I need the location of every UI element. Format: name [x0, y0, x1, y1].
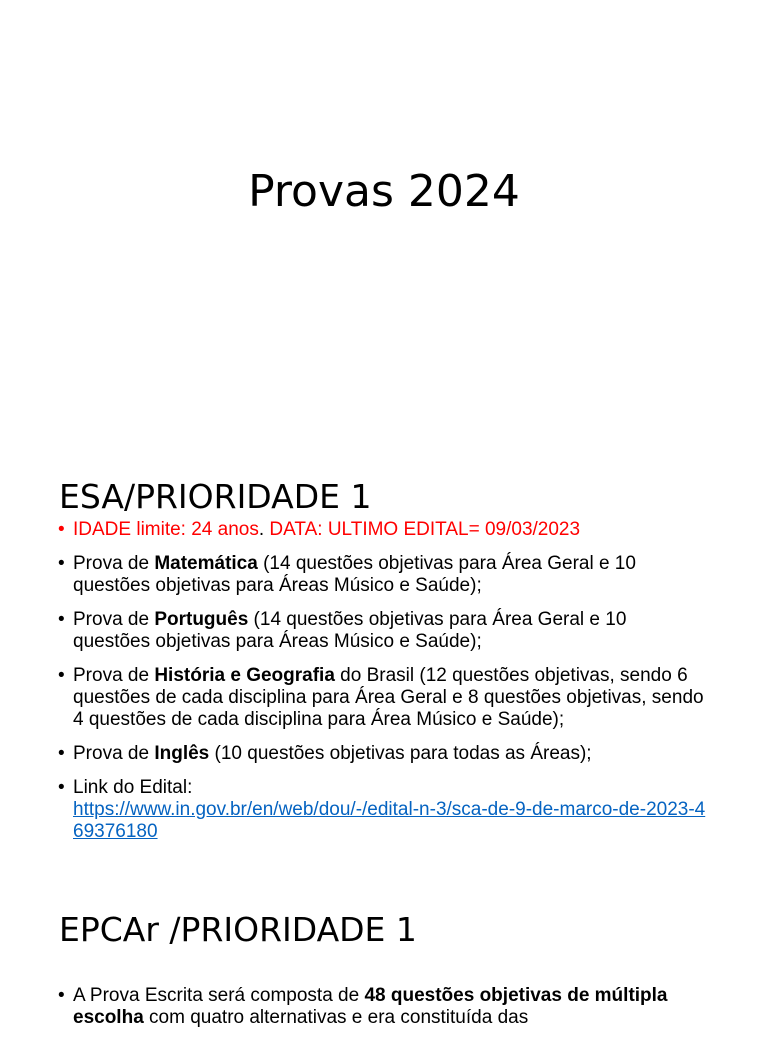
edital-link[interactable]: https://www.in.gov.br/en/web/dou/-/edital-n-3/sca-de-9-de-marco-de-2023-469376180 [73, 799, 706, 842]
list-item [58, 665, 708, 731]
list-item [58, 553, 708, 597]
list-item [58, 743, 708, 765]
item-prefix: Prova de [73, 665, 155, 686]
esa-age-item [58, 519, 708, 541]
item-suffix: (14 questões objetivas para Área Geral e 10 questões objetivas para Áreas Músico e Saúde); [73, 553, 636, 596]
item-prefix: Prova de [73, 553, 155, 574]
item-subject: Matemática [154, 553, 258, 574]
edital-link-item [58, 777, 708, 843]
item-subject: Inglês [154, 743, 210, 764]
item-suffix: com quatro alternativas e era constituída das [143, 1007, 529, 1028]
list-item [58, 609, 708, 653]
epcar-heading: EPCAr /PRIORIDADE 1 [59, 910, 417, 949]
esa-heading: ESA/PRIORIDADE 1 [59, 477, 372, 516]
last-edital-date: DATA: ULTIMO EDITAL= 09/03/2023 [264, 519, 581, 540]
age-limit-text: IDADE limite: 24 anos [73, 519, 259, 540]
item-prefix: Prova de [73, 743, 155, 764]
item-subject: História e Geografia [154, 665, 335, 686]
item-highlight: 48 questões objetivas de múltipla escolha [73, 985, 668, 1028]
epcar-list [58, 985, 708, 1041]
item-suffix: (14 questões objetivas para Área Geral e 10 questões objetivas para Áreas Músico e Saúde); [73, 609, 627, 652]
page-title: Provas 2024 [248, 166, 520, 217]
item-suffix: do Brasil (12 questões objetivas, sendo 6 questões de cada disciplina para Área Geral e 8 questões objetivas, sendo 4 questões de cada disciplina para Área Músico e Saúde); [73, 665, 704, 730]
item-prefix: Prova de [73, 609, 155, 630]
item-suffix: (10 questões objetivas para todas as Áreas); [209, 743, 592, 764]
age-limit-dot: . [258, 519, 265, 540]
item-prefix: A Prova Escrita será composta de [73, 985, 365, 1006]
list-item [58, 985, 708, 1029]
item-subject: Português [154, 609, 249, 630]
edital-link-label: Link do Edital: [73, 777, 193, 798]
esa-list [58, 519, 708, 855]
